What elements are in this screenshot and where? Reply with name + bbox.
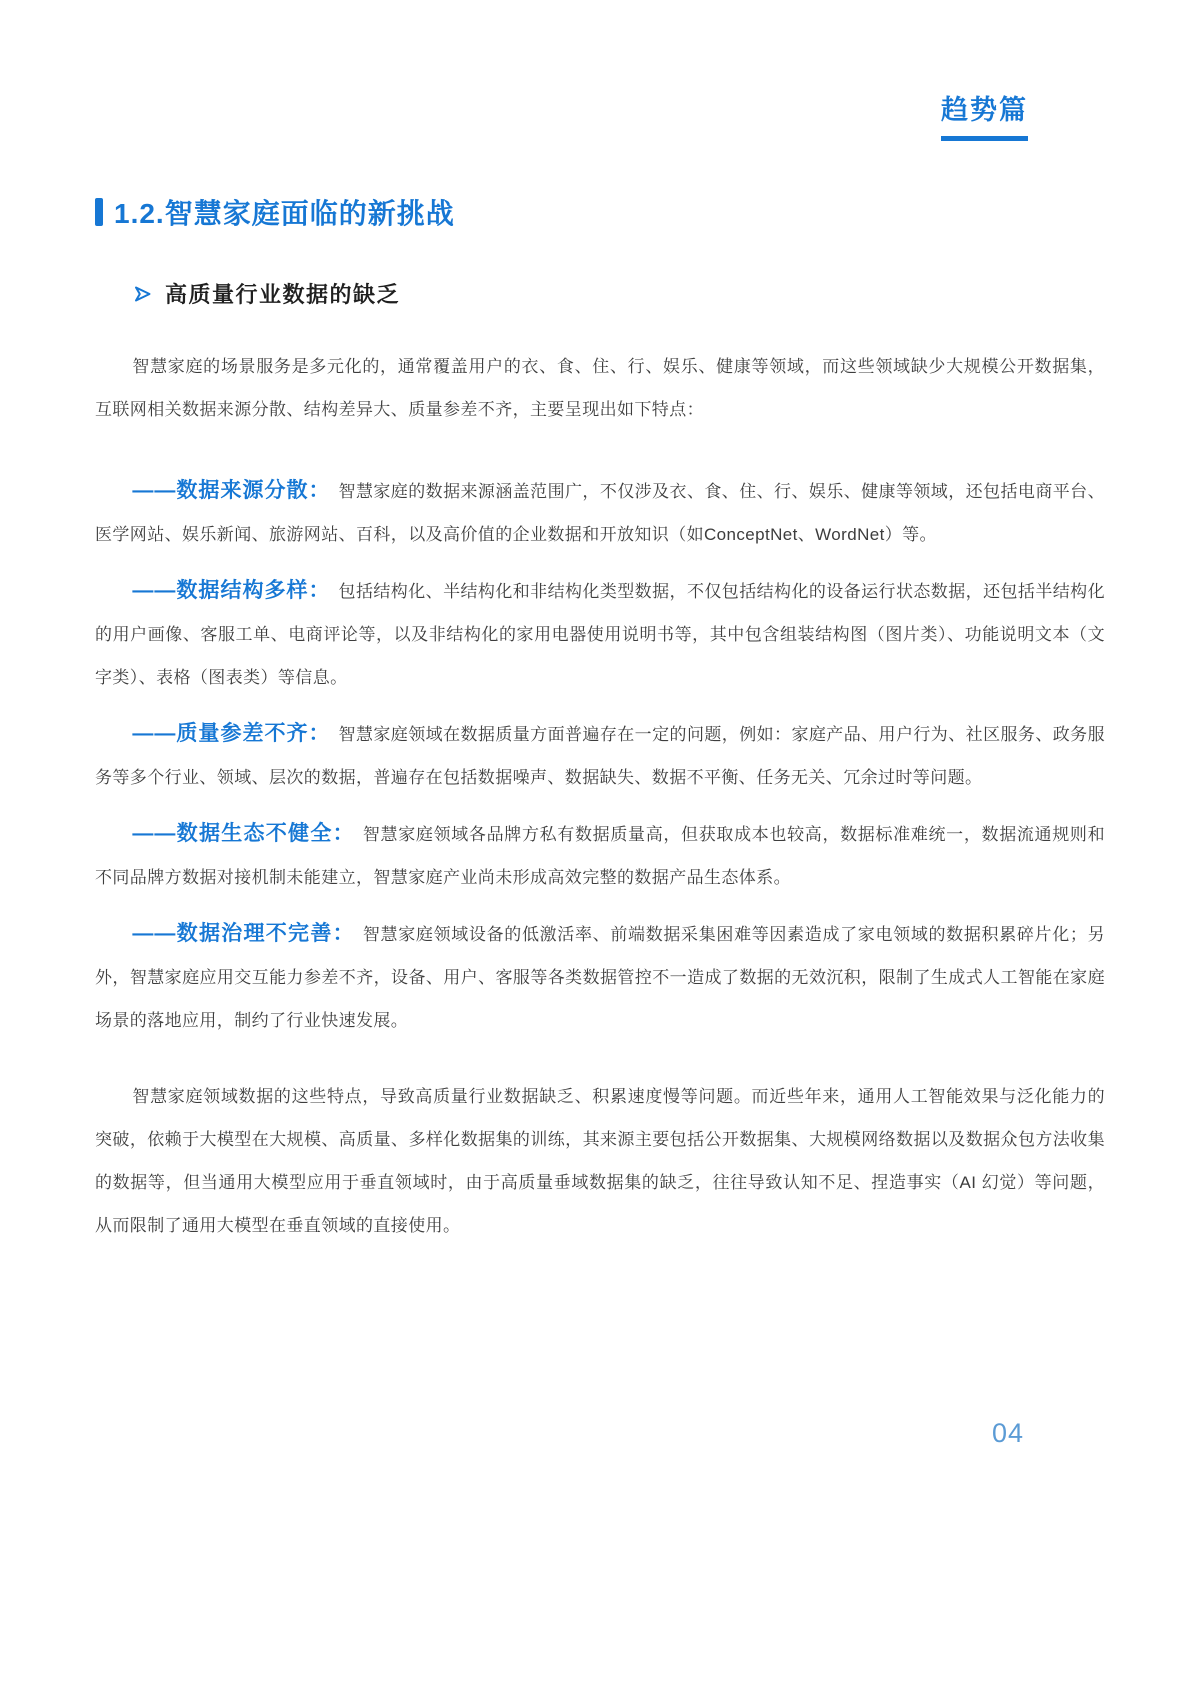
bullet-paragraph-data-ecosystem — [95, 812, 1105, 899]
heading-accent-bar — [95, 198, 103, 226]
closing-paragraph: 智慧家庭领域数据的这些特点，导致高质量行业数据缺乏、积累速度慢等问题。而近些年来，通用人工智能效果与泛化能力的突破，依赖于大模型在大规模、高质量、多样化数据集的训练，其来源主要包括公开数据集、大规模网络数据以及数据众包方法收集的数据等，但当通用大模型应用于垂直领域时，由于高质量垂域数据集的缺乏，往往导致认知不足、捏造事实（AI 幻觉）等问题，从而限制了通用大模型在垂直领域的直接使用。 — [95, 1087, 1105, 1235]
bullet-text: 智慧家庭领域各品牌方私有数据质量高，但获取成本也较高，数据标准难统一，数据流通规则和不同品牌方数据对接机制未能建立，智慧家庭产业尚未形成高效完整的数据产品生态体系。 — [95, 825, 1105, 887]
section-heading — [95, 192, 1105, 232]
bullet-paragraph-data-quality — [95, 712, 1105, 799]
bullet-paragraph-data-structure — [95, 569, 1105, 699]
feature-list — [95, 469, 1105, 1042]
bullet-text: 智慧家庭的数据来源涵盖范围广，不仅涉及衣、食、住、行、娱乐、健康等领域，还包括电商平台、医学网站、娱乐新闻、旅游网站、百科，以及高价值的企业数据和开放知识（如ConceptNet、WordNet）等。 — [95, 482, 1105, 544]
arrow-right-icon — [133, 284, 153, 304]
subsection-heading — [95, 278, 1105, 309]
chapter-tab-label: 趋势篇 — [941, 88, 1028, 141]
bullet-lead: ——数据结构多样： — [132, 579, 331, 602]
section-heading-text: 1.2.智慧家庭面临的新挑战 — [114, 198, 455, 229]
bullet-text: 智慧家庭领域在数据质量方面普遍存在一定的问题，例如：家庭产品、用户行为、社区服务、政务服务等多个行业、领域、层次的数据，普遍存在包括数据噪声、数据缺失、数据不平衡、任务无关、冗余过时等问题。 — [95, 725, 1105, 787]
bullet-text: 智慧家庭领域设备的低激活率、前端数据采集困难等因素造成了家电领域的数据积累碎片化；另外，智慧家庭应用交互能力参差不齐，设备、用户、客服等各类数据管控不一造成了数据的无效沉积，限制了生成式人工智能在家庭场景的落地应用，制约了行业快速发展。 — [95, 925, 1105, 1030]
subsection-heading-text: 高质量行业数据的缺乏 — [165, 282, 401, 307]
bullet-lead: ——数据治理不完善： — [132, 922, 355, 945]
bullet-text: 包括结构化、半结构化和非结构化类型数据，不仅包括结构化的设备运行状态数据，还包括半结构化的用户画像、客服工单、电商评论等，以及非结构化的家用电器使用说明书等，其中包含组装结构图（图片类）、功能说明文本（文字类）、表格（图表类）等信息。 — [95, 582, 1105, 687]
bullet-paragraph-data-governance — [95, 912, 1105, 1042]
bullet-lead: ——数据来源分散： — [132, 479, 331, 502]
bullet-paragraph-data-sources — [95, 469, 1105, 556]
bullet-lead: ——数据生态不健全： — [132, 822, 355, 845]
bullet-lead: ——质量参差不齐： — [132, 722, 331, 745]
intro-paragraph: 智慧家庭的场景服务是多元化的，通常覆盖用户的衣、食、住、行、娱乐、健康等领域，而这些领域缺少大规模公开数据集，互联网相关数据来源分散、结构差异大、质量参差不齐，主要呈现出如下特点： — [95, 357, 1105, 419]
chapter-tab — [941, 88, 1028, 141]
page-number: 04 — [991, 1418, 1024, 1448]
